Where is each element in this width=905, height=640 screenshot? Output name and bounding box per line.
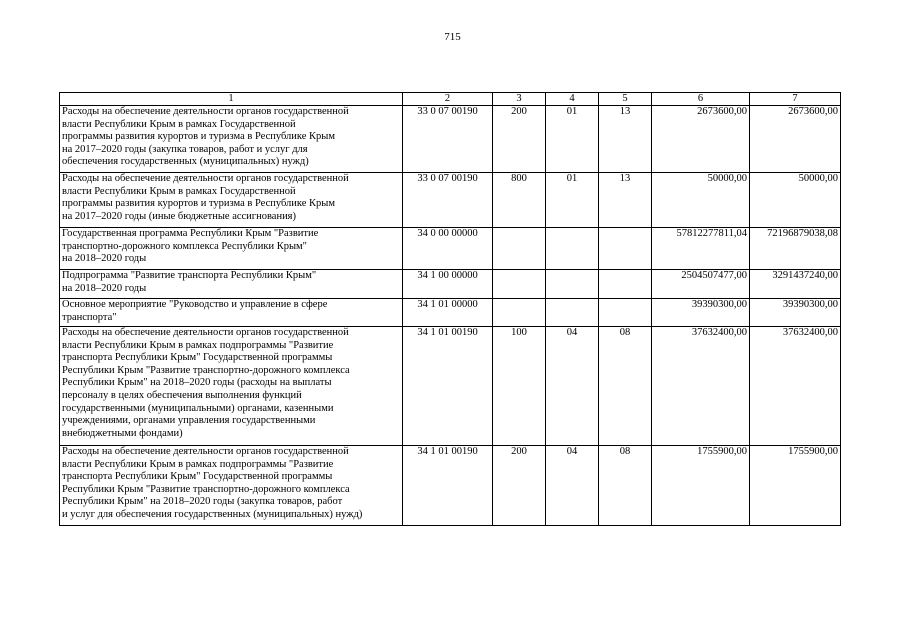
row-amount-col7: 50000,00 bbox=[750, 173, 841, 228]
table-row bbox=[60, 106, 841, 173]
column-header: 4 bbox=[546, 93, 599, 106]
row-target-code: 33 0 07 00190 bbox=[403, 106, 493, 173]
row-expense-type: 100 bbox=[493, 327, 546, 446]
row-section: 01 bbox=[546, 173, 599, 228]
table-row bbox=[60, 299, 841, 327]
row-description: Подпрограмма "Развитие транспорта Республики Крым" на 2018–2020 годы bbox=[60, 270, 403, 299]
row-description: Расходы на обеспечение деятельности органов государственной власти Республики Крым в рамках Государственной программы развития курортов и туризма в Республике Крым на 2017–2020 годы (иные бюджетные ассигнования) bbox=[60, 173, 403, 228]
row-amount-col7: 39390300,00 bbox=[750, 299, 841, 327]
column-header: 6 bbox=[652, 93, 750, 106]
row-subsection: 13 bbox=[599, 106, 652, 173]
row-target-code: 34 1 01 00000 bbox=[403, 299, 493, 327]
budget-table bbox=[59, 92, 841, 526]
row-description: Расходы на обеспечение деятельности органов государственной власти Республики Крым в рамках подпрограммы "Развитие транспорта Республики Крым" Государственной программы Республики Крым "Развитие транспортно-дорожного комплекса Республики Крым" на 2018–2020 годы (расходы на выплаты персоналу в целях обеспечения выполнения функций государственными (муниципальными) органами, казенными учреждениями, органами управления государственными внебюджетными фондами) bbox=[60, 327, 403, 446]
row-subsection: 13 bbox=[599, 173, 652, 228]
row-expense-type bbox=[493, 228, 546, 270]
table-header-row bbox=[60, 93, 841, 106]
row-amount-col6: 2673600,00 bbox=[652, 106, 750, 173]
row-expense-type: 200 bbox=[493, 446, 546, 526]
row-section bbox=[546, 228, 599, 270]
row-amount-col6: 50000,00 bbox=[652, 173, 750, 228]
row-subsection: 08 bbox=[599, 327, 652, 446]
table-row bbox=[60, 270, 841, 299]
table-row bbox=[60, 173, 841, 228]
row-amount-col7: 3291437240,00 bbox=[750, 270, 841, 299]
column-header: 5 bbox=[599, 93, 652, 106]
row-amount-col6: 2504507477,00 bbox=[652, 270, 750, 299]
row-subsection: 08 bbox=[599, 446, 652, 526]
table-row bbox=[60, 446, 841, 526]
row-section: 04 bbox=[546, 446, 599, 526]
row-amount-col7: 72196879038,08 bbox=[750, 228, 841, 270]
row-expense-type bbox=[493, 270, 546, 299]
row-expense-type: 800 bbox=[493, 173, 546, 228]
column-header: 2 bbox=[403, 93, 493, 106]
row-amount-col6: 57812277811,04 bbox=[652, 228, 750, 270]
row-description: Расходы на обеспечение деятельности органов государственной власти Республики Крым в рамках подпрограммы "Развитие транспорта Республики Крым" Государственной программы Республики Крым "Развитие транспортно-дорожного комплекса Республики Крым" на 2018–2020 годы (закупка товаров, работ и услуг для обеспечения государственных (муниципальных) нужд) bbox=[60, 446, 403, 526]
column-header: 1 bbox=[60, 93, 403, 106]
table-row bbox=[60, 327, 841, 446]
table-row bbox=[60, 228, 841, 270]
row-amount-col7: 1755900,00 bbox=[750, 446, 841, 526]
row-target-code: 34 1 01 00190 bbox=[403, 446, 493, 526]
row-amount-col7: 2673600,00 bbox=[750, 106, 841, 173]
row-description: Государственная программа Республики Крым "Развитие транспортно-дорожного комплекса Республики Крым" на 2018–2020 годы bbox=[60, 228, 403, 270]
row-amount-col7: 37632400,00 bbox=[750, 327, 841, 446]
row-description: Основное мероприятие "Руководство и управление в сфере транспорта" bbox=[60, 299, 403, 327]
row-target-code: 34 1 00 00000 bbox=[403, 270, 493, 299]
row-description: Расходы на обеспечение деятельности органов государственной власти Республики Крым в рамках Государственной программы развития курортов и туризма в Республике Крым на 2017–2020 годы (закупка товаров, работ и услуг для обеспечения государственных (муниципальных) нужд) bbox=[60, 106, 403, 173]
column-header: 3 bbox=[493, 93, 546, 106]
row-section bbox=[546, 270, 599, 299]
row-amount-col6: 39390300,00 bbox=[652, 299, 750, 327]
row-target-code: 34 0 00 00000 bbox=[403, 228, 493, 270]
row-section: 04 bbox=[546, 327, 599, 446]
row-target-code: 33 0 07 00190 bbox=[403, 173, 493, 228]
column-header: 7 bbox=[750, 93, 841, 106]
row-subsection bbox=[599, 228, 652, 270]
row-section bbox=[546, 299, 599, 327]
row-subsection bbox=[599, 299, 652, 327]
row-expense-type: 200 bbox=[493, 106, 546, 173]
page-number: 715 bbox=[444, 31, 461, 43]
row-subsection bbox=[599, 270, 652, 299]
row-section: 01 bbox=[546, 106, 599, 173]
row-amount-col6: 1755900,00 bbox=[652, 446, 750, 526]
row-target-code: 34 1 01 00190 bbox=[403, 327, 493, 446]
row-amount-col6: 37632400,00 bbox=[652, 327, 750, 446]
row-expense-type bbox=[493, 299, 546, 327]
